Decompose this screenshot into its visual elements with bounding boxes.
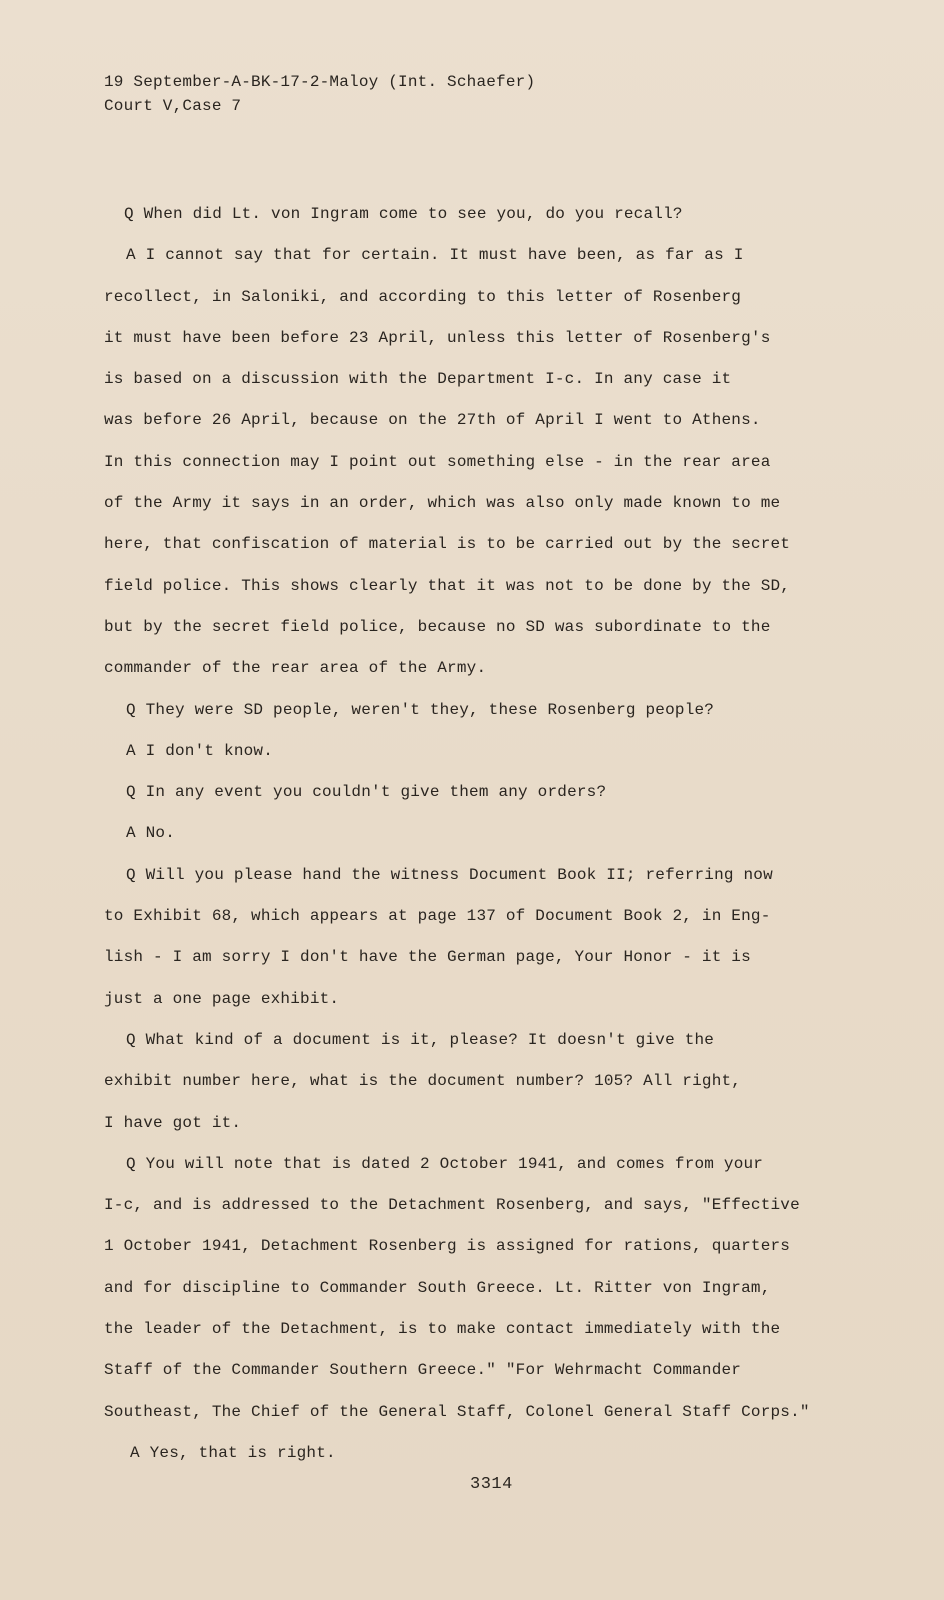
transcript-line: In this connection may I point out something else - in the rear area	[104, 452, 771, 471]
transcript-line: exhibit number here, what is the document number? 105? All right,	[104, 1072, 742, 1091]
transcript-line: just a one page exhibit.	[104, 989, 340, 1008]
header-line-1: 19 September-A-BK-17-2-Maloy (Int. Schaefer)	[104, 73, 536, 91]
transcript-line: was before 26 April, because on the 27th of April I went to Athens.	[104, 411, 761, 430]
transcript-line: I-c, and is addressed to the Detachment Rosenberg, and says, "Effective	[104, 1196, 800, 1215]
transcript-line: I have got it.	[104, 1113, 242, 1132]
transcript-body	[104, 194, 864, 1474]
transcript-line: 1 October 1941, Detachment Rosenberg is assigned for rations, quarters	[104, 1237, 791, 1256]
transcript-line: Staff of the Commander Southern Greece." "For Wehrmacht Commander	[104, 1361, 742, 1380]
transcript-line: Q You will note that is dated 2 October 1941, and comes from your	[126, 1154, 764, 1173]
transcript-line: the leader of the Detachment, is to make contact immediately with the	[104, 1320, 781, 1339]
transcript-line: A I cannot say that for certain. It must have been, as far as I	[126, 246, 744, 265]
transcript-line: A No.	[126, 824, 176, 843]
transcript-line: Q What kind of a document is it, please? It doesn't give the	[126, 1030, 715, 1049]
transcript-line: A I don't know.	[126, 741, 274, 760]
transcript-line: Q In any event you couldn't give them any orders?	[126, 783, 607, 802]
transcript-line: but by the secret field police, because no SD was subordinate to the	[104, 617, 771, 636]
transcript-line: A Yes, that is right.	[130, 1443, 336, 1462]
transcript-line: to Exhibit 68, which appears at page 137 of Document Book 2, in Eng-	[104, 907, 771, 926]
transcript-line: Q Will you please hand the witness Document Book II; referring now	[126, 865, 773, 884]
transcript-line: commander of the rear area of the Army.	[104, 659, 487, 678]
header-line-2: Court V,Case 7	[104, 97, 242, 115]
transcript-line: here, that confiscation of material is to be carried out by the secret	[104, 535, 791, 554]
transcript-line: Q When did Lt. von Ingram come to see you, do you recall?	[124, 205, 683, 223]
transcript-line: of the Army it says in an order, which was also only made known to me	[104, 494, 781, 513]
page-number: 3314	[470, 1475, 513, 1494]
transcript-line: lish - I am sorry I don't have the German page, Your Honor - it is	[104, 948, 751, 967]
transcript-line: field police. This shows clearly that it was not to be done by the SD,	[104, 576, 791, 595]
transcript-line: recollect, in Saloniki, and according to this letter of Rosenberg	[104, 287, 742, 306]
transcript-line: is based on a discussion with the Department I-c. In any case it	[104, 370, 732, 389]
transcript-line: it must have been before 23 April, unless this letter of Rosenberg's	[104, 328, 771, 347]
transcript-line: Q They were SD people, weren't they, these Rosenberg people?	[126, 700, 715, 719]
transcript-line: and for discipline to Commander South Greece. Lt. Ritter von Ingram,	[104, 1278, 771, 1297]
transcript-line: Southeast, The Chief of the General Staff, Colonel General Staff Corps."	[104, 1402, 810, 1421]
document-header	[104, 70, 535, 118]
